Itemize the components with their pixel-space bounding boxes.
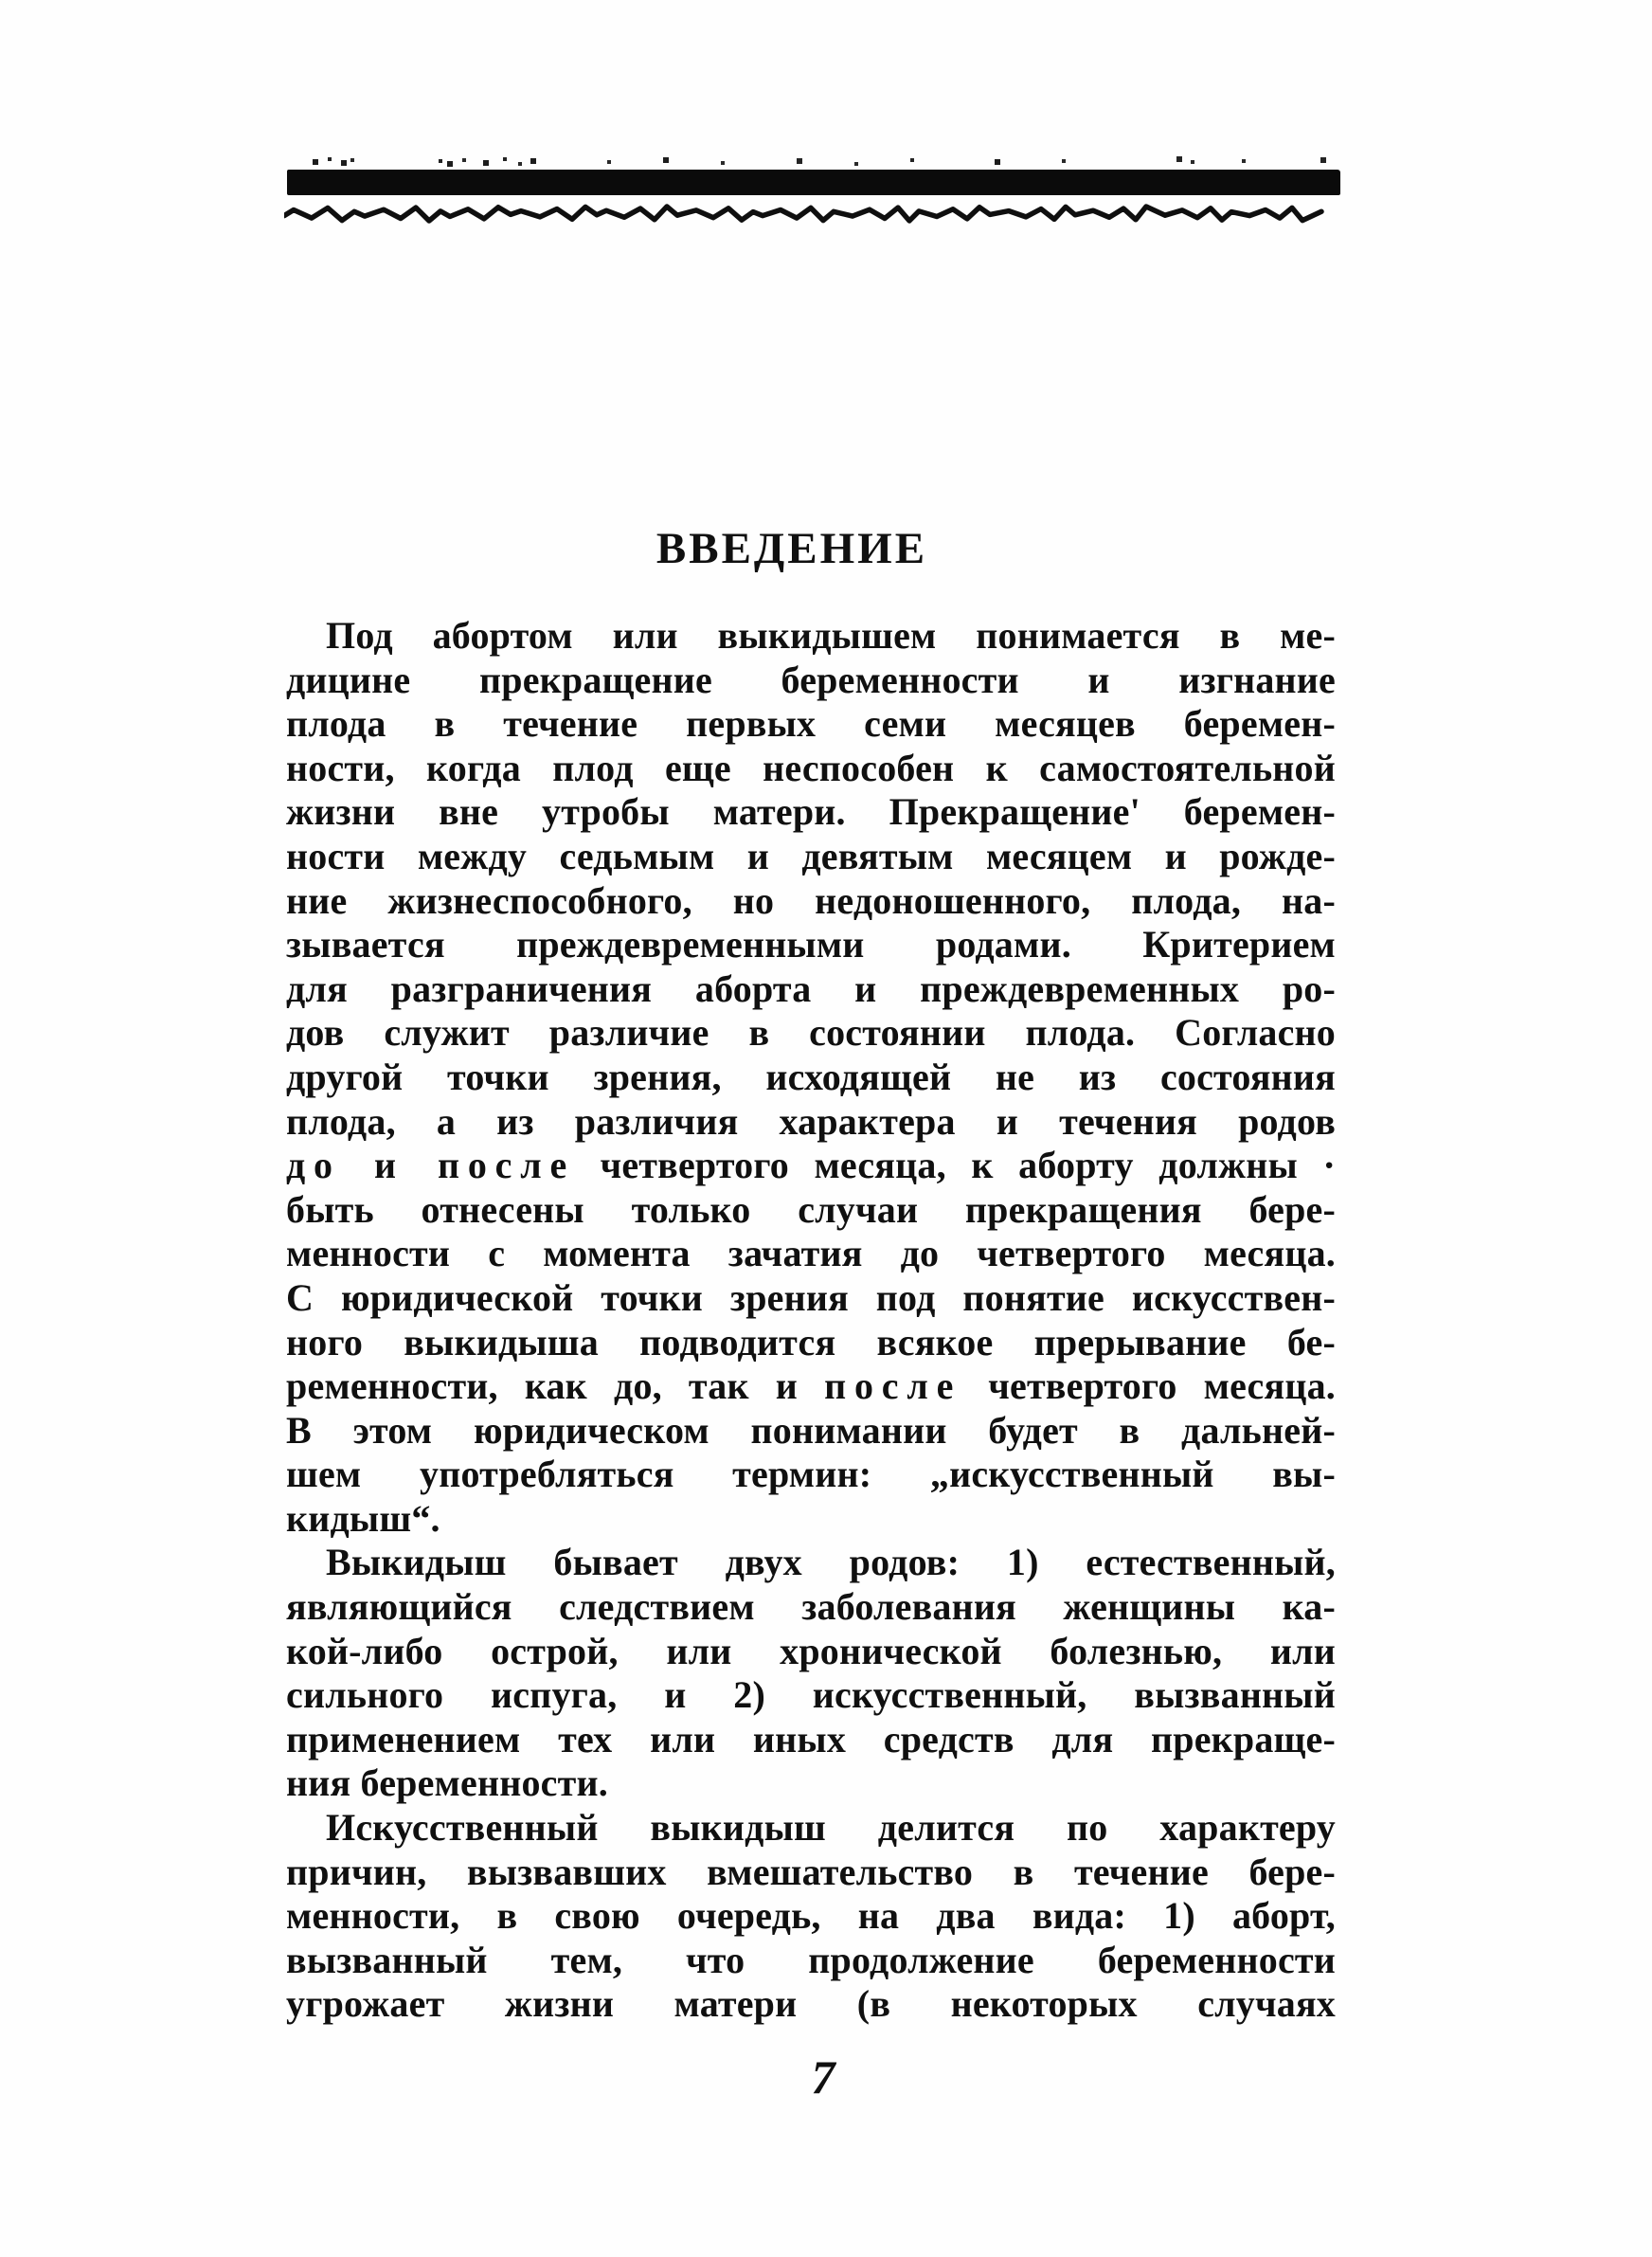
text-segment: Выкидыш бывает двух родов: 1) естественный, [326,1541,1336,1584]
text-line [286,1894,1336,1939]
text-line [286,1056,1336,1100]
text-line [286,1276,1336,1321]
text-segment: жизни вне утробы матери. Прекращение' беремен- [286,790,1336,834]
text-line [286,879,1336,924]
text-segment: зывается преждевременными родами. Критерием [286,923,1336,966]
text-segment: С юридической точки зрения под понятие искусствен- [286,1275,1336,1319]
text-segment: ности между седьмым и девятым месяцем и рожде- [286,834,1336,877]
text-line [286,614,1336,659]
text-line [286,1364,1336,1409]
text-line [286,1585,1336,1630]
text-line [286,1100,1336,1145]
text-line [286,1630,1336,1674]
text-line [286,1144,1336,1188]
text-line [286,1232,1336,1276]
text-line [286,1453,1336,1497]
text-segment: другой точки зрения, исходящей не из состояния [286,1055,1336,1098]
page-number: 7 [811,2050,835,2104]
letterspaced-text: после [824,1364,962,1408]
text-line [286,1541,1336,1585]
text-segment: ного выкидыша подводится всякое прерывание бе- [286,1320,1336,1363]
text-segment: вызванный тем, что продолжение беременности [286,1938,1336,1981]
text-line [286,747,1336,791]
text-segment: кой-либо острой, или хронической болезнью, или [286,1629,1336,1672]
text-line [286,1188,1336,1233]
text-segment: менности, в свою очередь, на два вида: 1) аборт, [286,1894,1336,1938]
text-line [286,1851,1336,1895]
text-line [286,1982,1336,2027]
text-segment: для разграничения аборта и преждевременных ро- [286,966,1336,1010]
text-segment: менности с момента зачатия до четвертого месяца. [286,1232,1336,1275]
text-line [286,1409,1336,1454]
ink-specks-icon [0,0,2,2]
text-line [286,923,1336,967]
text-line [286,967,1336,1012]
text-line [286,1761,1336,1806]
text-segment: кидыш“. [286,1496,440,1540]
text-segment: Под абортом или выкидышем понимается в ме- [326,614,1336,657]
text-segment: шем употребляться термин: „искусственный вы- [286,1453,1336,1496]
text-line [286,835,1336,879]
header-rule-bar [287,170,1340,195]
wavy-underline-icon [284,201,1336,229]
text-line [286,1673,1336,1718]
text-line [286,702,1336,747]
text-segment: быть отнесены только случаи прекращения бере- [286,1187,1336,1231]
text-segment: четвертого месяца, к аборту должны · [575,1144,1336,1187]
letterspaced-text: до и после [286,1144,576,1187]
text-segment: плода в течение первых семи месяцев беремен- [286,702,1336,746]
text-segment: ременности, как до, так и [286,1364,825,1408]
body-text [286,614,1336,2027]
text-segment: угрожает жизни матери (в некоторых случаях [286,1982,1336,2026]
text-line [286,790,1336,835]
text-line [286,1939,1336,1983]
text-segment: ния беременности. [286,1761,608,1805]
text-segment: плода, а из различия характера и течения родов [286,1099,1336,1143]
text-line [286,1321,1336,1365]
text-line [286,659,1336,703]
page-title: ВВЕДЕНИЕ [655,524,928,573]
text-line [286,1497,1336,1542]
text-line [286,1806,1336,1851]
text-segment: дицине прекращение беременности и изгнание [286,658,1336,701]
text-segment: являющийся следствием заболевания женщины ка- [286,1585,1336,1629]
text-segment: применением тех или иных средств для прекраще- [286,1717,1336,1760]
text-segment: дов служит различие в состоянии плода. Согласно [286,1011,1336,1055]
text-segment: четвертого месяца. [961,1364,1336,1408]
text-segment: Искусственный выкидыш делится по характеру [326,1806,1336,1850]
text-line [286,1011,1336,1056]
text-segment: сильного испуга, и 2) искусственный, вызванный [286,1673,1336,1717]
text-segment: ности, когда плод еще неспособен к самостоятельной [286,746,1336,789]
text-segment: причин, вызвавших вмешательство в течение бере- [286,1850,1336,1893]
text-segment: ние жизнеспособного, но недоношенного, плода, на- [286,878,1336,922]
text-segment: В этом юридическом понимании будет в дальней- [286,1408,1336,1452]
text-line [286,1718,1336,1762]
